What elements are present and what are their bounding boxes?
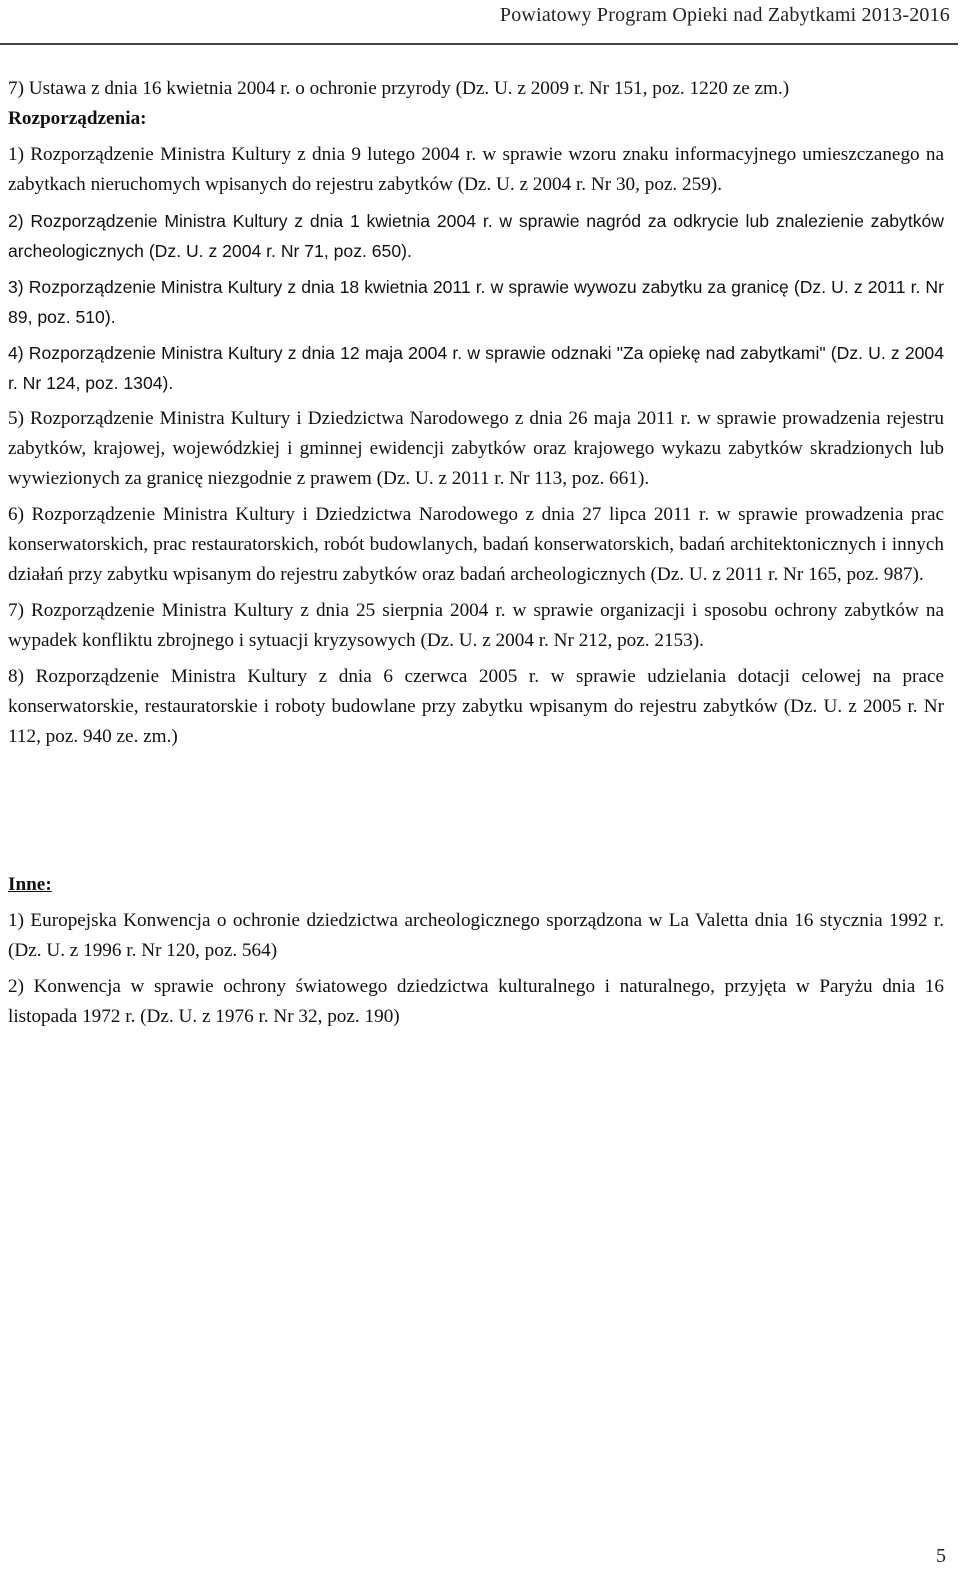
regulation-item-3: 3) Rozporządzenie Ministra Kultury z dnia 18 kwietnia 2011 r. w sprawie wywozu zabytku za granicę (Dz. U. z 2011 r. Nr 89, poz. 510). [8, 277, 944, 327]
other-heading: Inne: [8, 874, 52, 895]
header-divider [0, 43, 958, 45]
page-number: 5 [936, 1545, 946, 1567]
regulation-item-2: 2) Rozporządzenie Ministra Kultury z dnia 1 kwietnia 2004 r. w sprawie nagród za odkrycie lub znalezienie zabytków archeologicznych (Dz. U. z 2004 r. Nr 71, poz. 650). [8, 211, 944, 261]
regulation-item-6: 6) Rozporządzenie Ministra Kultury i Dziedzictwa Narodowego z dnia 27 lipca 2011 r. w sprawie prowadzenia prac konserwatorskich, prac restauratorskich, robót budowlanych, badań konserwatorskich, badań architektonicznych i innych działań przy zabytku wpisanym do rejestru zabytków oraz badań archeologicznych (Dz. U. z 2011 r. Nr 165, poz. 987). [8, 504, 944, 585]
other-item-1: 1) Europejska Konwencja o ochronie dziedzictwa archeologicznego sporządzona w La Valetta dnia 16 stycznia 1992 r. (Dz. U. z 1996 r. Nr 120, poz. 564) [8, 910, 944, 961]
act-item-7: 7) Ustawa z dnia 16 kwietnia 2004 r. o ochronie przyrody (Dz. U. z 2009 r. Nr 151, poz. 1220 ze zm.) [8, 78, 790, 99]
regulation-item-5: 5) Rozporządzenie Ministra Kultury i Dziedzictwa Narodowego z dnia 26 maja 2011 r. w sprawie prowadzenia rejestru zabytków, krajowej, wojewódzkiej i gminnej ewidencji zabytków oraz krajowego wykazu zabytków skradzionych lub wywiezionych za granicę niezgodnie z prawem (Dz. U. z 2011 r. Nr 113, poz. 661). [8, 408, 944, 489]
regulation-item-7: 7) Rozporządzenie Ministra Kultury z dnia 25 sierpnia 2004 r. w sprawie organizacji i sposobu ochrony zabytków na wypadek konfliktu zbrojnego i sytuacji kryzysowych (Dz. U. z 2004 r. Nr 212, poz. 2153). [8, 600, 944, 651]
document-body [8, 74, 944, 1032]
other-item-2: 2) Konwencja w sprawie ochrony światowego dziedzictwa kulturalnego i naturalnego, przyjęta w Paryżu dnia 16 listopada 1972 r. (Dz. U. z 1976 r. Nr 32, poz. 190) [8, 976, 944, 1027]
regulation-item-8: 8) Rozporządzenie Ministra Kultury z dnia 6 czerwca 2005 r. w sprawie udzielania dotacji celowej na prace konserwatorskie, restauratorskie i roboty budowlane przy zabytku wpisanym do rejestru zabytków (Dz. U. z 2005 r. Nr 112, poz. 940 ze. zm.) [8, 666, 944, 747]
regulation-item-4: 4) Rozporządzenie Ministra Kultury z dnia 12 maja 2004 r. w sprawie odznaki "Za opiekę nad zabytkami" (Dz. U. z 2004 r. Nr 124, poz. 1304). [8, 343, 944, 393]
regulations-heading: Rozporządzenia: [8, 108, 147, 129]
page-header-title: Powiatowy Program Opieki nad Zabytkami 2013-2016 [499, 4, 950, 26]
regulation-item-1: 1) Rozporządzenie Ministra Kultury z dnia 9 lutego 2004 r. w sprawie wzoru znaku informacyjnego umieszczanego na zabytkach nieruchomych wpisanych do rejestru zabytków (Dz. U. z 2004 r. Nr 30, poz. 259). [8, 144, 944, 195]
